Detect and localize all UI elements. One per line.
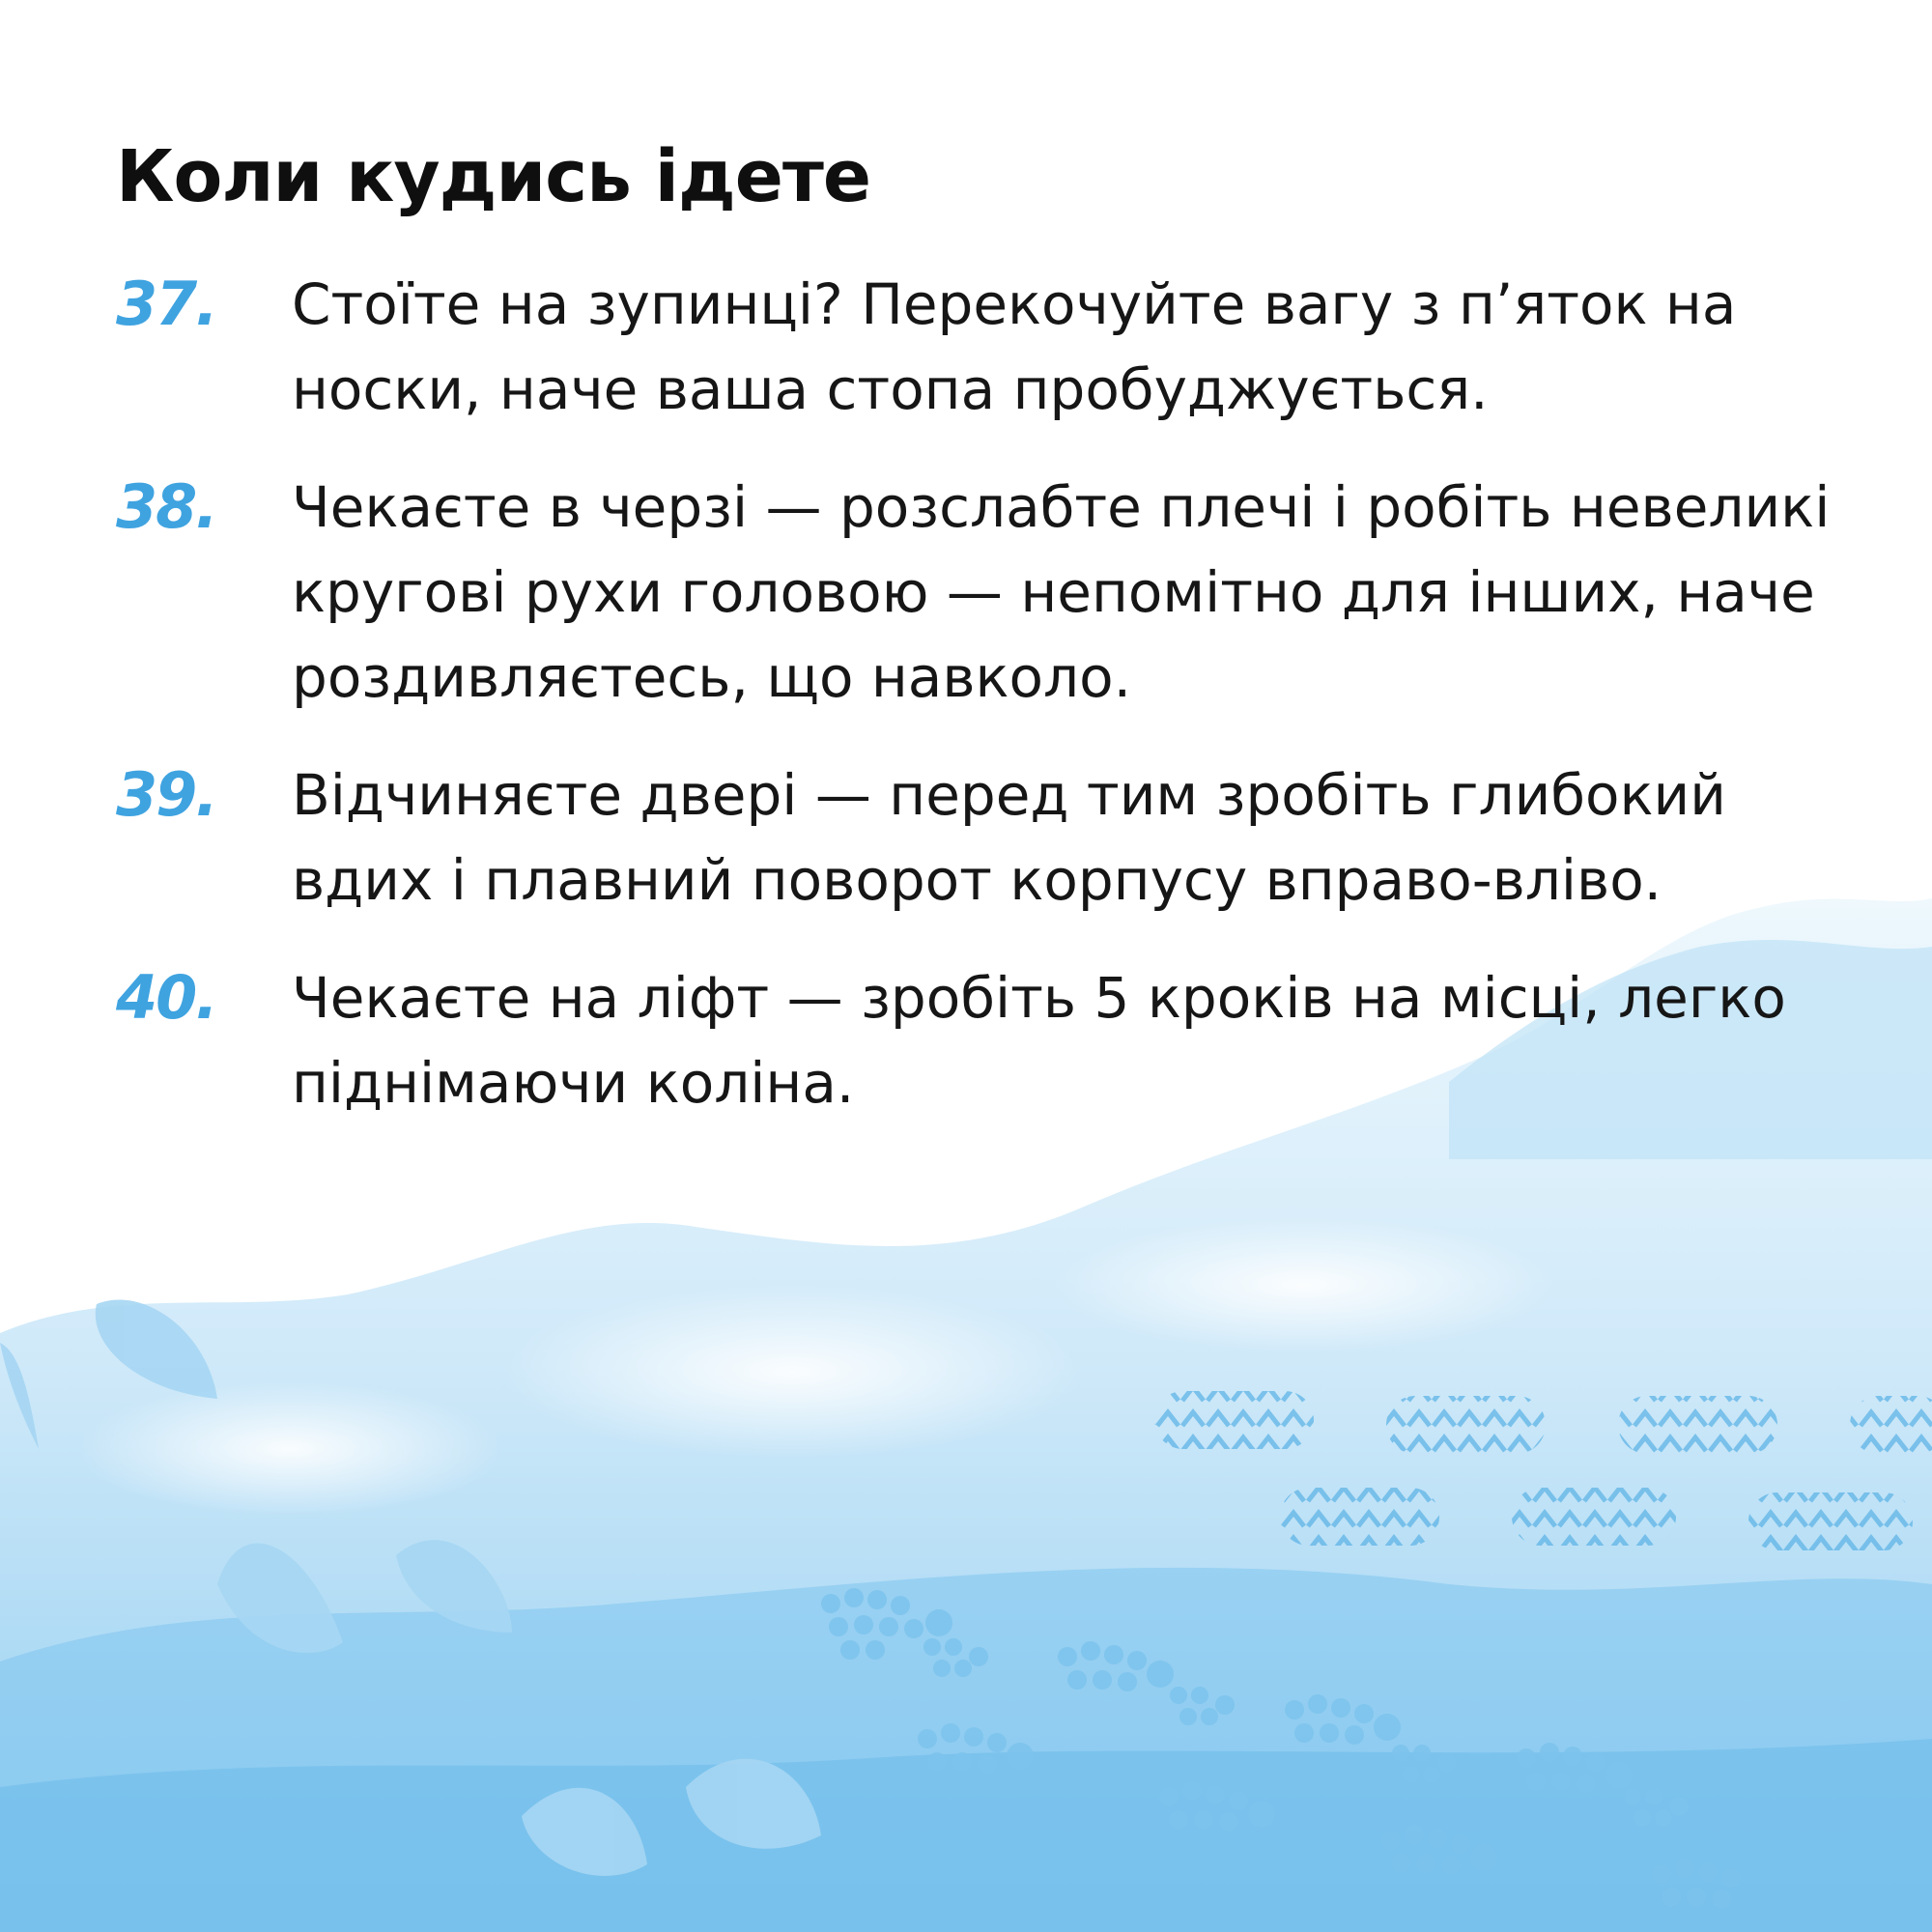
list-item <box>116 955 1835 1125</box>
list-item <box>116 262 1835 432</box>
tip-number: 39. <box>116 759 216 830</box>
page-content <box>116 130 1835 1158</box>
list-item <box>116 465 1835 720</box>
page-title: Коли кудись ідете <box>116 135 871 218</box>
tip-text: Чекаєте в черзі — розслабте плечі і робіть невеликі кругові рухи головою — непомітно для інших, наче роздивляєтесь, що навколо. <box>292 474 1831 710</box>
tips-list <box>116 262 1835 1125</box>
tip-text: Чекаєте на ліфт — зробіть 5 кроків на місці, легко піднімаючи коліна. <box>292 965 1786 1116</box>
tip-number: 40. <box>116 962 216 1033</box>
tip-text: Відчиняєте двері — перед тим зробіть глибокий вдих і плавний поворот корпусу вправо-вліво. <box>292 762 1726 913</box>
tip-number: 37. <box>116 269 216 339</box>
list-item <box>116 753 1835 923</box>
tip-number: 38. <box>116 471 216 542</box>
tip-text: Стоїте на зупинці? Перекочуйте вагу з п’яток на носки, наче ваша стопа пробуджується. <box>292 271 1737 422</box>
